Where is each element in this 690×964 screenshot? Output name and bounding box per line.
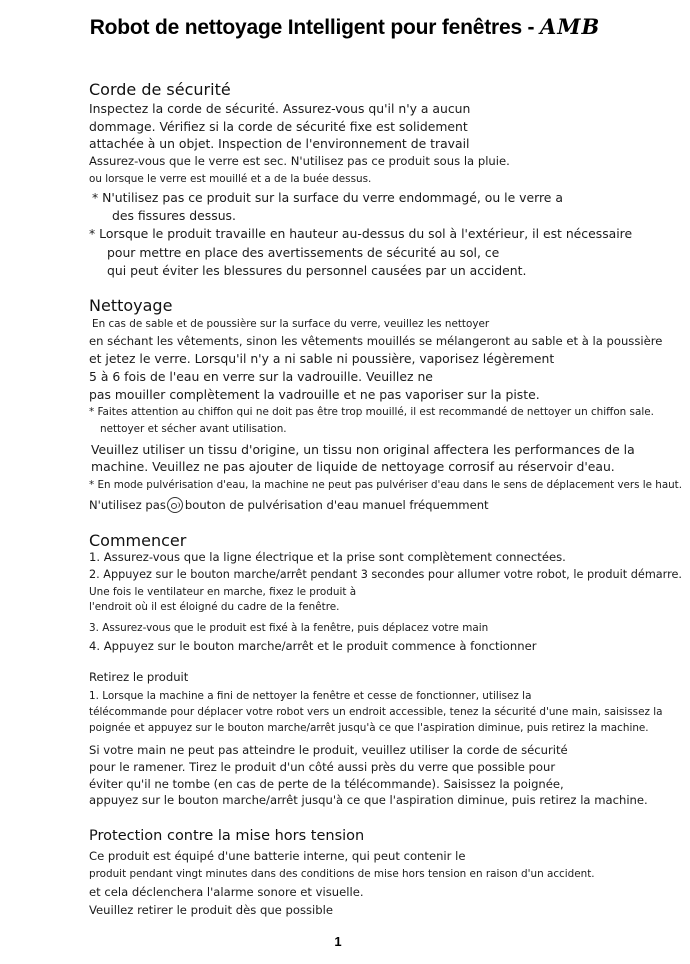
text-line: 5 à 6 fois de l'eau en verre sur la vadrouille. Veuillez ne	[89, 369, 433, 384]
text-line: 4. Appuyez sur le bouton marche/arrêt et le produit commence à fonctionner	[89, 639, 537, 653]
section-heading-safety: Corde de sécurité	[89, 80, 231, 99]
text-line: Ce produit est équipé d'une batterie interne, qui peut contenir le	[89, 849, 466, 863]
text-line: 2. Appuyez sur le bouton marche/arrêt pendant 3 secondes pour allumer votre robot, le produit démarre.	[89, 567, 682, 581]
section-heading-power: Protection contre la mise hors tension	[89, 828, 365, 844]
text-line: Assurez-vous que le verre est sec. N'utilisez pas ce produit sous la pluie.	[89, 154, 510, 168]
text-line: Veuillez utiliser un tissu d'origine, un tissu non original affectera les performances de la	[91, 442, 635, 457]
section-heading-remove: Retirez le produit	[89, 670, 189, 684]
text-line: pour le ramener. Tirez le produit d'un côté aussi près du verre que possible pour	[89, 760, 556, 774]
text-line: * N'utilisez pas ce produit sur la surface du verre endommagé, ou le verre a	[92, 190, 563, 205]
text-line: des fissures dessus.	[112, 208, 236, 223]
spray-button-icon	[167, 497, 183, 513]
text-line: attachée à un objet. Inspection de l'environnement de travail	[89, 136, 470, 151]
spray-instruction-line	[89, 497, 489, 513]
text-line: pas mouiller complètement la vadrouille et ne pas vaporiser sur la piste.	[89, 387, 540, 402]
text-line: Une fois le ventilateur en marche, fixez le produit à	[89, 586, 357, 598]
text-line: machine. Veuillez ne pas ajouter de liquide de nettoyage corrosif au réservoir d'eau.	[91, 459, 615, 474]
section-heading-start: Commencer	[89, 531, 187, 550]
text-line: pour mettre en place des avertissements de sécurité au sol, ce	[107, 245, 500, 260]
text-line: Inspectez la corde de sécurité. Assurez-vous qu'il n'y a aucun	[89, 101, 471, 116]
text-line: 1. Lorsque la machine a fini de nettoyer la fenêtre et cesse de fonctionner, utilisez la	[89, 690, 532, 702]
title-text: Robot de nettoyage Intelligent pour fenêtres -	[89, 16, 535, 39]
text-line: * Lorsque le produit travaille en hauteur au-dessus du sol à l'extérieur, il est nécessaire	[89, 226, 633, 241]
spray-line-start: N'utilisez pas	[89, 498, 166, 512]
brand-logo: AMB	[540, 14, 601, 39]
text-line: dommage. Vérifiez si la corde de sécurité fixe est solidement	[89, 119, 468, 134]
section-heading-cleaning: Nettoyage	[89, 296, 173, 315]
text-line: nettoyer et sécher avant utilisation.	[100, 423, 287, 435]
spray-line-end: bouton de pulvérisation d'eau manuel fréquemment	[184, 498, 489, 512]
text-line: Veuillez retirer le produit dès que possible	[89, 903, 333, 917]
document-title	[0, 14, 690, 40]
page-number: 1	[334, 934, 342, 949]
text-line: éviter qu'il ne tombe (en cas de perte de la télécommande). Saisissez la poignée,	[89, 777, 564, 791]
text-line: * Faites attention au chiffon qui ne doit pas être trop mouillé, il est recommandé de nettoyer un chiffon sale.	[89, 406, 654, 418]
text-line: poignée et appuyez sur le bouton marche/arrêt jusqu'à ce que l'aspiration diminue, puis retirez la machine.	[89, 722, 649, 734]
text-line: produit pendant vingt minutes dans des conditions de mise hors tension en raison d'un accident.	[89, 868, 595, 880]
text-line: l'endroit où il est éloigné du cadre de la fenêtre.	[89, 601, 340, 613]
text-line: et jetez le verre. Lorsqu'il n'y a ni sable ni poussière, vaporisez légèrement	[89, 351, 555, 366]
text-line: télécommande pour déplacer votre robot vers un endroit accessible, tenez la sécurité d'une main, saisissez la	[89, 706, 663, 718]
text-line: en séchant les vêtements, sinon les vêtements mouillés se mélangeront au sable et à la poussière	[89, 334, 663, 348]
text-line: ou lorsque le verre est mouillé et a de la buée dessus.	[89, 173, 372, 185]
text-line: 1. Assurez-vous que la ligne électrique et la prise sont complètement connectées.	[89, 550, 566, 564]
text-line: Si votre main ne peut pas atteindre le produit, veuillez utiliser la corde de sécurité	[89, 743, 568, 757]
text-line: * En mode pulvérisation d'eau, la machine ne peut pas pulvériser d'eau dans le sens de déplacement vers le haut.	[89, 479, 683, 491]
text-line: En cas de sable et de poussière sur la surface du verre, veuillez les nettoyer	[92, 318, 490, 330]
text-line: 3. Assurez-vous que le produit est fixé à la fenêtre, puis déplacez votre main	[89, 622, 489, 634]
text-line: et cela déclenchera l'alarme sonore et visuelle.	[89, 885, 364, 899]
text-line: qui peut éviter les blessures du personnel causées par un accident.	[107, 263, 527, 278]
text-line: appuyez sur le bouton marche/arrêt jusqu'à ce que l'aspiration diminue, puis retirez la machine.	[89, 793, 648, 807]
